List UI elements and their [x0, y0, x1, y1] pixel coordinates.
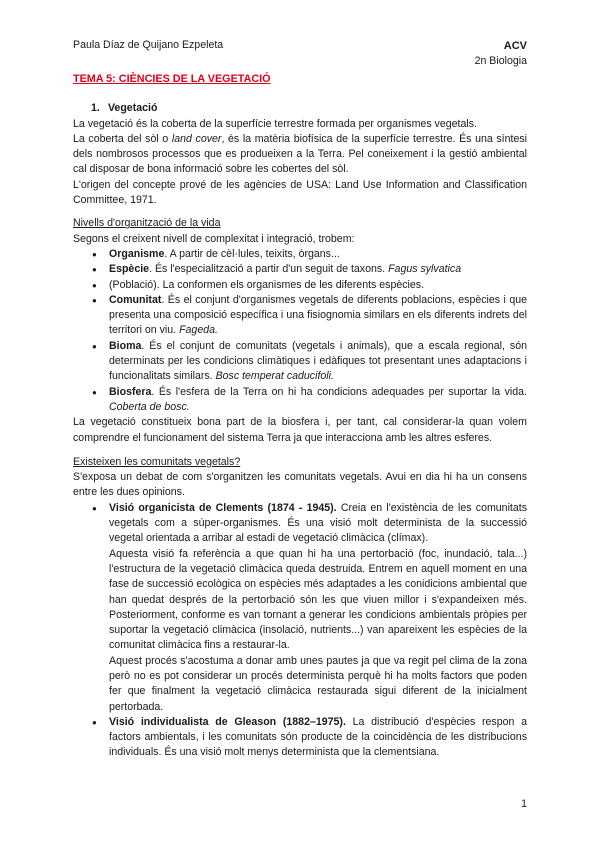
- course-name: 2n Biologia: [474, 55, 527, 67]
- subheading: Existeixen les comunitats vegetals?: [73, 455, 241, 468]
- section-heading: [91, 101, 527, 116]
- document-body: [73, 72, 527, 761]
- list-item: ● Visió individualista de Gleason (1882–1975). La distribució d'espècies respon a factors ambientals, i les comunitats són producte de la coincidència de les distribucions individuals. És una visió molt menys determinista que la clementsiana.: [109, 715, 527, 761]
- paragraph: Segons el creixent nivell de complexitat i integració, trobem:: [73, 232, 355, 245]
- header-course: [475, 39, 527, 69]
- paragraph: La vegetació constitueix bona part de la biosfera i, per tant, cal considerar-la quan volem comprendre el funcionament del sistema Terra ja que interacciona amb les altres esferes.: [73, 416, 527, 444]
- page-title: TEMA 5: CIÈNCIES DE LA VEGETACIÓ: [73, 73, 271, 85]
- list-item: ● Visió organicista de Clements (1874 - 1945). Creia en l'existència de les comunitats vegetals com a súper-organismes. És una visió molt determinista de la successió vegetal orientada a arribar al estadi de vegetació climàcica (clímax).: [109, 501, 527, 547]
- section-title: Vegetació: [107, 102, 158, 115]
- levels-list: [73, 247, 527, 415]
- course-code: ACV: [503, 40, 527, 52]
- paragraph: Aquest procés s'acostuma a donar amb unes pautes ja que va regit pel clima de la zona però no es pot considerar un procés determinista perquè hi ha molts factors que poden fer que finalment la vegetació climàcica restaurada sigui diferent de la inicialment pertorbada.: [109, 654, 527, 713]
- section-number: 1.: [91, 102, 100, 115]
- views-list: [73, 715, 527, 761]
- list-item: ● Espècie. És l'especialització a partir d'un seguit de taxons. Fagus sylvatica: [109, 262, 527, 277]
- paragraph: La coberta del sòl o land cover, és la matèria biofísica de la superfície terrestre. És una síntesi dels nombrosos processos que es produeixen a la Terra. Pel coneixement i la gestió ambiental cal disposar de bona informació sobre les cobertes del sòl.: [73, 132, 527, 176]
- subheading: Nivells d'organització de la vida: [73, 217, 221, 230]
- paragraph: S'exposa un debat de com s'organitzen les comunitats vegetals. Avui en dia hi ha un consens entre les dues opinions.: [73, 471, 527, 499]
- list-item: ● Biosfera. És l'esfera de la Terra on hi ha condicions adequades per suportar la vida. Coberta de bosc.: [109, 385, 527, 416]
- paragraph: Aquesta visió fa referència a que quan hi ha una pertorbació (foc, inundació, tala...) l'estructura de la vegetació climàcica queda destruida. Entrem en aquell moment en una fase de successió ecològica on espècies més adaptades a les conidicions ambiental que han quedat després de la pertorbació són les que viuen millor i s'expandeixen més. Posteriorment, conforme es van tornant a generar les condicions ambientals pròpies per suportar la vegetació climàcica (insolació, nutrients...) van apareixent les espècies de la comunitat climàcica fins a restaurar-la.: [109, 547, 527, 652]
- author-name: Paula Díaz de Quijano Ezpeleta: [73, 39, 224, 51]
- paragraph: L'origen del concepte prové de les agències de USA: Land Use Information and Classification Committee, 1971.: [73, 178, 527, 207]
- list-item: ● (Població). La conformen els organismes de les diferents espècies.: [109, 278, 527, 293]
- paragraph: La vegetació és la coberta de la superfície terrestre formada per organismes vegetals.: [73, 117, 477, 130]
- list-item: ● Bioma. És el conjunt de comunitats (vegetals i animals), que a escala regional, són determinats per les condicions climàtiques i edàfiques tot presentant unes adaptacions i funcionalitats similars. Bosc temperat caducifoli.: [109, 339, 527, 385]
- list-item: ● Organisme. A partir de cèl·lules, teixits, òrgans...: [109, 247, 527, 262]
- views-list: [73, 501, 527, 547]
- page-number: 1: [521, 798, 527, 810]
- list-item: ● Comunitat. És el conjunt d'organismes vegetals de diferents poblacions, espècies i que presenta una composició específica i una fisiognomia similars en els diferents indrets del territori on viu. Fageda.: [109, 293, 527, 339]
